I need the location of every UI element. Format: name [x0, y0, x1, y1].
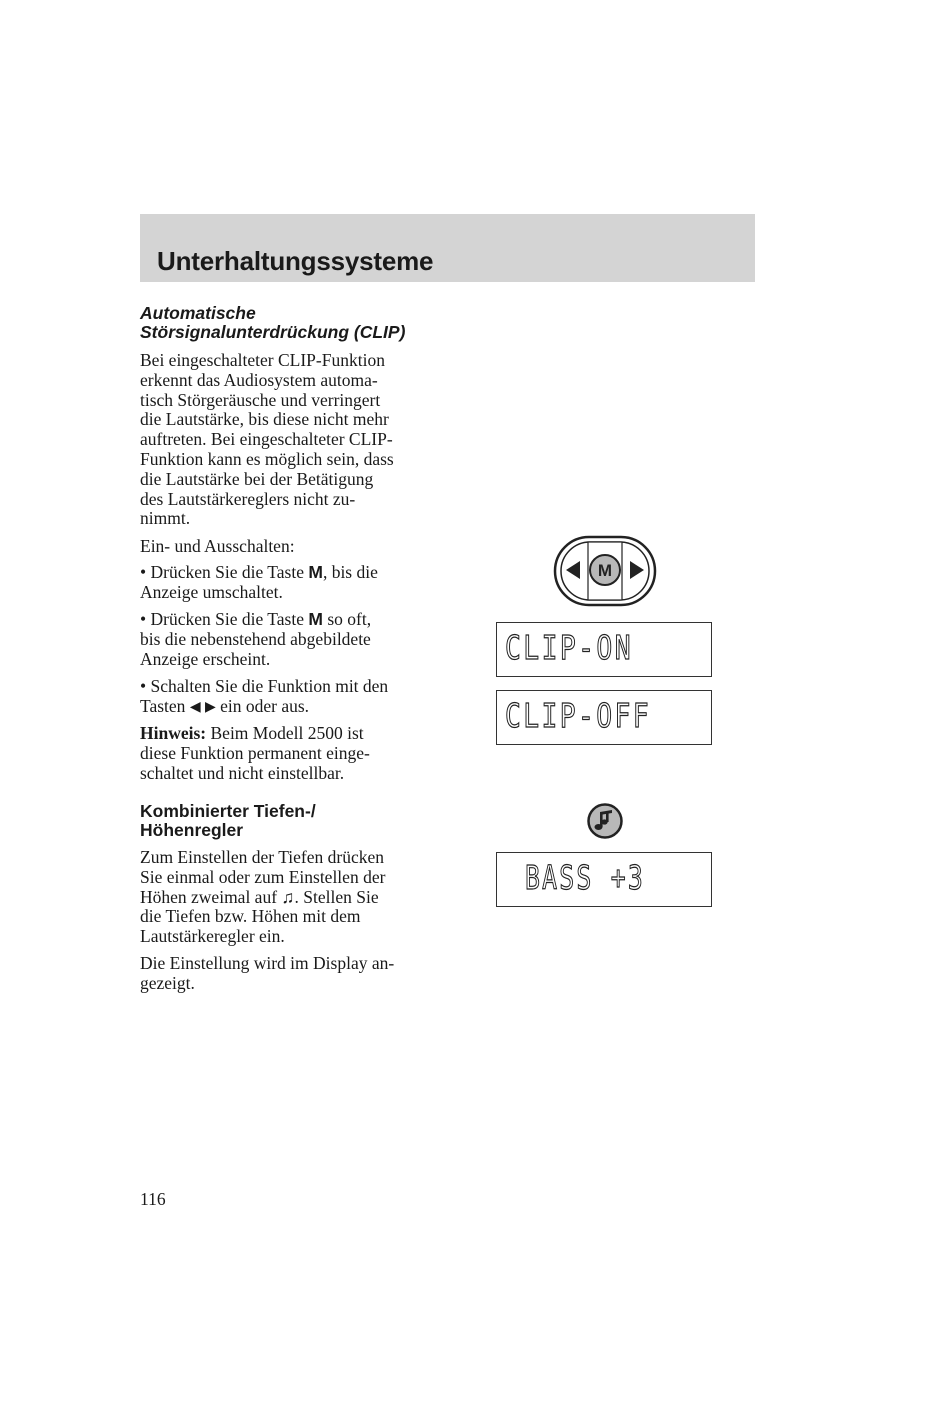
clip-line: des Lautstärkereglers nicht zu-	[140, 488, 356, 509]
clip-heading-line1: Automatische	[140, 303, 256, 323]
bullet-2	[140, 610, 440, 669]
bullet-3	[140, 677, 440, 719]
bullet-1-line1: • Drücken Sie die Taste M, bis die	[140, 562, 378, 582]
section-title: Unterhaltungssysteme	[157, 246, 434, 276]
left-arrow-icon: ◀	[189, 699, 201, 715]
clip-heading-line2: Störsignalunterdrückung (CLIP)	[140, 322, 406, 342]
right-arrow-icon: ▶	[204, 699, 216, 715]
clip-line: Funktion kann es möglich sein, dass	[140, 448, 394, 469]
bass-p1-line4: die Tiefen bzw. Höhen mit dem	[140, 906, 361, 927]
display-clip-off-text: CLIP-OFF	[505, 696, 651, 735]
bullet-1	[140, 563, 440, 603]
bass-treble-heading	[140, 802, 440, 840]
display-clip-on	[496, 622, 712, 677]
clip-section	[140, 304, 440, 342]
display-clip-off	[496, 690, 712, 745]
note-label: Hinweis:	[140, 723, 207, 743]
m-key-label: M	[308, 562, 323, 582]
note-block	[140, 724, 440, 783]
note-line2: diese Funktion permanent einge-	[140, 742, 370, 763]
clip-line: nimmt.	[140, 508, 191, 529]
clip-line: die Lautstärke bei der Betätigung	[140, 468, 374, 489]
clip-line: erkennt das Audiosystem automa-	[140, 369, 378, 390]
bullet-3-line2: Tasten ◀ ▶ ein oder aus.	[140, 695, 310, 716]
display-bass	[496, 852, 712, 907]
clip-line: tisch Störgeräusche und verringert	[140, 389, 381, 410]
bass-p1-line5: Lautstärkeregler ein.	[140, 926, 285, 947]
sound-button-figure	[586, 802, 624, 840]
display-clip-on-text: CLIP-ON	[505, 628, 633, 667]
display-bass-text: BASS +3	[525, 858, 645, 897]
mode-button-figure	[553, 535, 657, 607]
m-key-label: M	[308, 609, 323, 629]
bass-p2-line1: Die Einstellung wird im Display an-	[140, 953, 395, 973]
page-number: 116	[140, 1189, 166, 1209]
clip-line: auftreten. Bei eingeschalteter CLIP-	[140, 429, 393, 450]
bass-heading-line2: Höhenregler	[140, 820, 244, 840]
bass-heading-line1: Kombinierter Tiefen-/	[140, 801, 316, 821]
mode-button-m-label: M	[597, 561, 613, 580]
onoff-label: Ein- und Ausschalten:	[140, 536, 295, 556]
onoff-label-block	[140, 537, 440, 557]
bass-p1-line1: Zum Einstellen der Tiefen drücken	[140, 847, 384, 867]
bullet-1-line2: Anzeige umschaltet.	[140, 581, 283, 602]
note-line1: Hinweis: Beim Modell 2500 ist	[140, 723, 364, 743]
note-line3: schaltet und nicht einstellbar.	[140, 762, 345, 783]
clip-line: die Lautstärke, bis diese nicht mehr	[140, 409, 389, 430]
bullet-2-line1: • Drücken Sie die Taste M so oft,	[140, 609, 372, 629]
clip-paragraph	[140, 351, 440, 529]
section-header-bar	[140, 214, 755, 282]
bullet-2-line2: bis die nebenstehend abgebildete	[140, 628, 371, 649]
bass-paragraph-2	[140, 954, 440, 994]
music-note-icon: ♫	[281, 886, 295, 907]
bullet-3-line1: • Schalten Sie die Funktion mit den	[140, 676, 389, 696]
bass-p2-line2: gezeigt.	[140, 972, 195, 993]
bass-p1-line3: Höhen zweimal auf ♫. Stellen Sie	[140, 886, 379, 907]
bass-paragraph-1	[140, 848, 440, 947]
bullet-2-line3: Anzeige erscheint.	[140, 648, 271, 669]
clip-line: Bei eingeschalteter CLIP-Funktion	[140, 350, 385, 370]
bass-p1-line2: Sie einmal oder zum Einstellen der	[140, 866, 386, 887]
